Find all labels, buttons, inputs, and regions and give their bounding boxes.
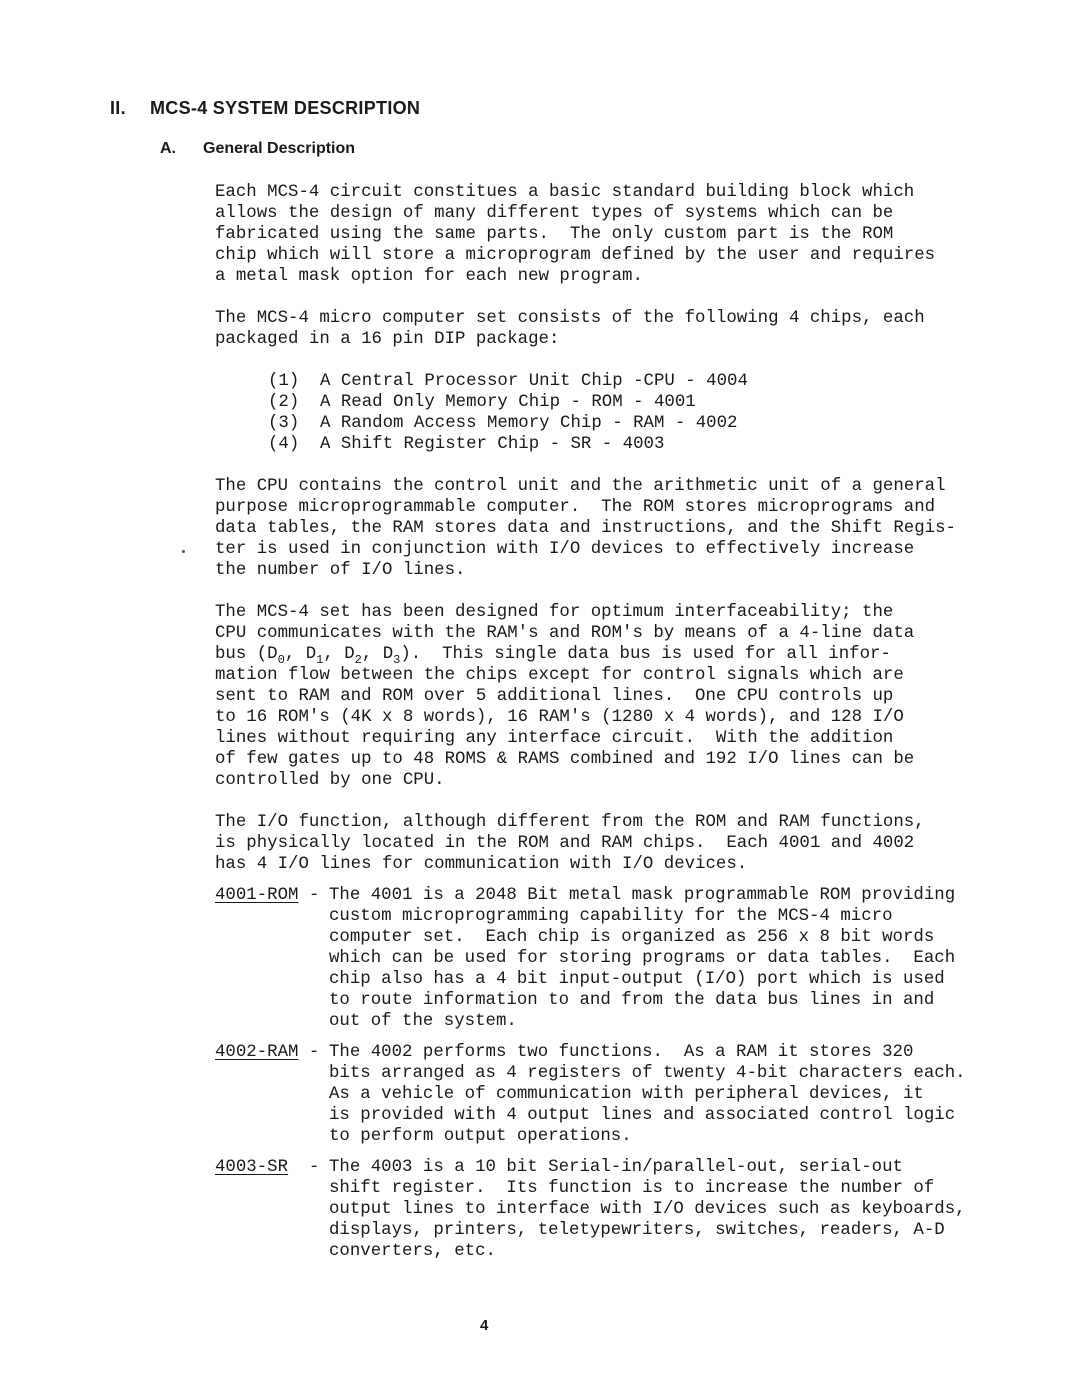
definition-rom xyxy=(215,885,995,1032)
bus-suffix: ). This single data bus is used for all infor- xyxy=(400,645,891,664)
list-item-text: A Central Processor Unit Chip -CPU - 4004 xyxy=(320,372,748,391)
definition-term: 4001-ROM xyxy=(215,886,299,905)
definition-dash: - xyxy=(298,1043,330,1062)
list-item xyxy=(268,434,995,455)
paragraph-chip-set: The MCS-4 micro computer set consists of the following 4 chips, each packaged in a 16 pin DIP package: xyxy=(215,309,925,349)
bus-separator: , D xyxy=(323,645,355,664)
section-title: MCS-4 SYSTEM DESCRIPTION xyxy=(150,98,421,118)
list-item xyxy=(268,392,995,413)
section-heading xyxy=(110,98,420,119)
paragraph-interface xyxy=(215,602,995,791)
list-item-text: A Shift Register Chip - SR - 4003 xyxy=(320,435,665,454)
scan-speck xyxy=(182,550,185,553)
subscript-d3: 3 xyxy=(393,653,401,667)
list-item-text: A Random Access Memory Chip - RAM - 4002 xyxy=(320,414,738,433)
page-number: 4 xyxy=(480,1317,489,1334)
definition-term-col xyxy=(215,1042,329,1147)
definition-term-col xyxy=(215,1157,329,1262)
definition-text: The 4003 is a 10 bit Serial-in/parallel-out, serial-out shift register. Its function is to increase the number of output lines to interface with I/O devices such as keyboards, displays, printers, teletypewriters, switches, readers, A-D converters, etc. xyxy=(329,1158,966,1261)
list-item-index: (2) xyxy=(268,393,300,412)
subscript-d2: 2 xyxy=(354,653,362,667)
bus-separator: , D xyxy=(361,645,394,664)
definition-term-col xyxy=(215,885,329,1032)
bus-separator: , D xyxy=(284,645,317,664)
definition-text: The 4001 is a 2048 Bit metal mask programmable ROM providing custom microprogramming capability for the MCS-4 micro computer set. Each chip is organized as 256 x 8 bit words which can be used for storing programs or data tables. Each chip also has a 4 bit input-output (I/O) port which is used to route information to and from the data bus lines in and out of the system. xyxy=(329,886,956,1031)
section-number: II. xyxy=(110,98,126,118)
list-item-index: (1) xyxy=(268,372,300,391)
interface-line-1: The MCS-4 set has been designed for optimum interfaceability; the xyxy=(215,603,894,622)
paragraph-intro: Each MCS-4 circuit constitues a basic standard building block which allows the design of many different types of systems which can be fabricated using the same parts. The only custom part is the ROM chip which will store a microprogram defined by the user and requires a metal mask option for each new program. xyxy=(215,183,936,286)
definition-term: 4003-SR xyxy=(215,1158,289,1177)
list-item xyxy=(268,413,995,434)
subsection-letter: A. xyxy=(160,140,176,157)
bus-prefix: bus (D xyxy=(215,645,278,664)
chip-list xyxy=(215,371,995,455)
subscript-d1: 1 xyxy=(316,653,324,667)
definition-term: 4002-RAM xyxy=(215,1043,299,1062)
subsection-title: General Description xyxy=(203,140,356,157)
definition-sr xyxy=(215,1157,995,1262)
list-item-index: (3) xyxy=(268,414,300,433)
interface-remaining-lines: mation flow between the chips except for control signals which are sent to RAM and ROM over 5 additional lines. One CPU controls up to 16 ROM's (4K x 8 words), 16 RAM's (1280 x 4 words), and 128 I/O lines without requiring any interface circuit. With the addition of few gates up to 48 ROMS & RAMS combined and 192 I/O lines can be controlled by one CPU. xyxy=(215,666,915,790)
body-text xyxy=(215,182,995,1272)
definition-ram xyxy=(215,1042,995,1147)
list-item-index: (4) xyxy=(268,435,300,454)
definition-dash: - xyxy=(298,886,330,905)
subsection-heading xyxy=(160,140,355,158)
subscript-d0: 0 xyxy=(277,653,285,667)
definition-text: The 4002 performs two functions. As a RAM it stores 320 bits arranged as 4 registers of twenty 4-bit characters each. As a vehicle of communication with peripheral devices, it is provided with 4 output lines and associated control logic to perform output operations. xyxy=(329,1043,966,1146)
paragraph-cpu: The CPU contains the control unit and the arithmetic unit of a general purpose microprogrammable computer. The ROM stores microprograms and data tables, the RAM stores data and instructions, and the Shift Regis- ter is used in conjunction with I/O devices to effectively increase the number of I/O lines. xyxy=(215,477,956,580)
list-item xyxy=(268,371,995,392)
paragraph-io-function: The I/O function, although different from the ROM and RAM functions, is physically located in the ROM and RAM chips. Each 4001 and 4002 has 4 I/O lines for communication with I/O devices. xyxy=(215,813,925,874)
interface-line-2: CPU communicates with the RAM's and ROM's by means of a 4-line data xyxy=(215,624,915,643)
list-item-text: A Read Only Memory Chip - ROM - 4001 xyxy=(320,393,696,412)
definition-dash: - xyxy=(288,1158,330,1177)
